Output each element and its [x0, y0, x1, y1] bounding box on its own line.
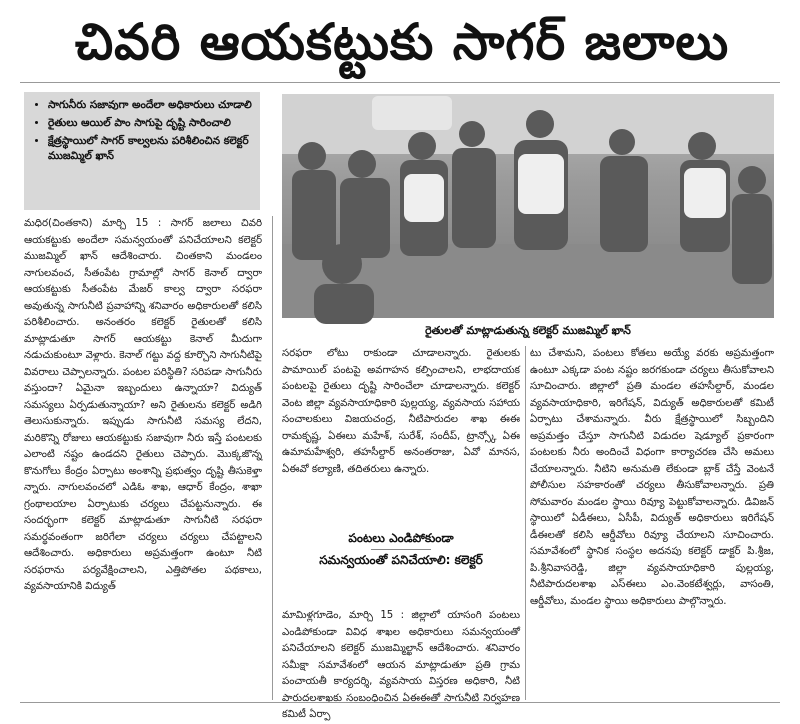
article1-column1: మధిర(చింతకాని) మార్చి 15 : సాగర్ జలాలు చివరి ఆయకట్టుకు అందేలా సమన్వయంతో పనిచేయాలని కలెక్టర్ ముజమ్మిల్ ఖాన్ ఆదేశించారు. చింతకాని మండలం నాగులవంచ, సీతంపేట గ్రామాల్లో సాగర్ కెనాల్ ద్వారా ఆయకట్టుకు సీతంపేట మేజర్ కాల్వ ద్వారా సరఫరా అవుతున్న సాగునీటి ప్రవాహాన్ని శనివారం అధికారులతో కలిసి పరిశీలించారు. అనంతరం కలెక్టర్ రైతులతో కలిసి మాట్లాడుతూ సాగర్ ఆయకట్టు కెనాల్ మీదుగా నడుచుకుంటూ వెళ్లారు. కెనాల్ గట్టు వద్ద కూర్చొని సాగునీటిపై వివరాలు చెప్పాలన్నారు. పంటల పరిస్థితి? సరిపడా సాగునీరు వస్తుందా? ఏమైనా ఇబ్బందులు ఉన్నాయా? విద్యుత్ సమస్యలు ఏర్పడుతున్నాయా? అని రైతులను కలెక్టర్ అడిగి తెలుసుకున్నారు. ఇప్పుడు సాగునీటి సమస్య లేదని, మరికొన్ని రోజులు ఆయకట్టుకు సజావుగా నీరు ఇస్తే పంటలకు ఎలాంటి నష్టం ఉండదని రైతులు చెప్పారు. మొక్కజొన్న కొనుగోలు కేంద్రం ఏర్పాటు అంశాన్ని ప్రభుత్వం దృష్టి తీసుకెళ్తా న్నారు. నాగులవంచలో ఎడిఓ శాఖ, ఆధార్ కేంద్రం, శాఖా గ్రంథాలయాల ఏర్పాటుకు చర్యలు చేపట్టనున్నారు. ఈ సందర్భంగా కలెక్టర్ మాట్లాడుతూ సాగునీటి సరఫరా సమర్థవంతంగా జరిగేలా చర్యలు చర్యలు చేపట్టాలని ఆదేశించారు. అధికారులు అప్రమత్తంగా ఉంటూ నీటి సరఫరాను పర్యవేక్షించాలని, ఎత్తిపోతల పథకాలు, వ్యవసాయానికి విద్యుత్	[24, 218, 262, 592]
column-divider	[272, 216, 273, 700]
article2-column1: మామిళ్లగూడెం, మార్చి 15 : జిల్లాలో యాసంగి పంటలు ఎండిపోకుండా వివిధ శాఖల అధికారులు సమన్వయంతో పనిచేయాలని కలెక్టర్ ముజమ్మిల్ఖాన్ ఆదేశించారు. శనివారం సమీక్షా సమావేశంలో ఆయన మాట్లాడుతూ ప్రతి గ్రామ పంచాయతీ కార్యదర్శి, వ్యవసాయ విస్తరణ అధికారి, నీటి పారుదలశాఖకు సంబంధించిన ఏఈఈతో సాగునీటి నిర్వహణ కమిటీ ఏర్పా	[282, 610, 520, 720]
footer-rule	[20, 702, 780, 703]
headline-rule	[20, 82, 780, 83]
subheadline-line1: పంటలు ఎండిపోకుండా	[348, 531, 454, 545]
subheadline-divider	[371, 549, 431, 550]
headline: చివరి ఆయకట్టుకు సాగర్ జలాలు	[74, 13, 730, 71]
news-photo	[282, 94, 774, 318]
article1-column2: సరఫరా లోటు రాకుండా చూడాలన్నారు. రైతులకు పామాయిల్ పంటపై అవగాహన కల్పించాలని, లాభదాయక పంటలపై రైతులు దృష్టి సారించేలా చూడాలన్నారు. కలెక్టర్ వెంట జిల్లా వ్యవసాయాధికారి పుల్లయ్య, వ్యవసాయ సహాయ సంచాలకులు విజయచంద్ర, నీటిపారుదల శాఖ ఈఈ రామకృష్ణ, ఏఈలు మహేశ్, సురేశ్, సందీప్, ట్రాన్స్కో ఏఈ ఉమామహేశ్వరి, తహసీల్దార్ అనంతరాజు, ఏవో మానస, ఏఈవో కల్యాణి, తదితరులు ఉన్నారు.	[282, 348, 520, 475]
subheadline	[282, 530, 520, 604]
highlight-item: • రైతులు ఆయిల్ పాం సాగుపై దృష్టి సారించాలి	[48, 116, 252, 131]
highlights-box	[24, 92, 260, 210]
photo-caption: రైతులతో మాట్లాడుతున్న కలెక్టర్ ముజమ్మిల్ ఖాన్	[425, 324, 631, 337]
subheadline-line2: సమన్వయంతో పనిచేయాలి: కలెక్టర్	[319, 553, 483, 567]
highlight-item: • క్షేత్రస్థాయిలో సాగర్ కాల్వలను పరిశీలించిన కలెక్టర్ ముజమ్మిల్ ఖాన్	[48, 134, 252, 164]
photo-illustration	[282, 94, 774, 318]
highlights-list	[32, 98, 252, 164]
highlight-item: • సాగునీరు సజావుగా అందేలా అధికారులు చూడాలి	[48, 98, 252, 113]
column-divider	[525, 346, 526, 700]
article2-column2: టు చేశామని, పంటలు కోతలు అయ్యే వరకు అప్రమత్తంగా ఉంటూ ఎక్కడా పంట నష్టం జరగకుండా చర్యలు తీసుకోవాలని సూచించారు. జిల్లాలో ప్రతి మండల తహసీల్దార్, మండల వ్యవసాయాధికారి, ఇరిగేషన్, విద్యుత్ అధికారులతో కమిటీ ఏర్పాటు చేశామన్నారు. వీరు క్షేత్రస్థాయిలో సిబ్బందిని అప్రమత్తం చేస్తూ సాగునీటి విడుదల షెడ్యూల్ ప్రకారంగా పంటలకు నీరు అందించే విధంగా కార్యాచరణ చేసి అమలు చేయాలన్నారు. నీటిని అనుమతి లేకుండా బ్లాక్ చేస్తే వెంటనే పోలీసుల సహకారంతో చర్యలు తీసుకోవాలన్నారు. ప్రతి సోమవారం మండల స్థాయి రివ్యూ పెట్టుకోవాలన్నారు. డివిజన్ స్థాయిలో ఏడీఈలు, ఏసీపీ, విద్యుత్ అధికారులు ఇరిగేషన్ డీఈలతో కలిసి ఆర్డీవోలు రివ్యూ చేయాలని సూచించారు. సమావేశంలో స్థానిక సంస్థల అదనపు కలెక్టర్ డాక్టర్ పి.శ్రీజ, పి.శ్రీనివాసరెడ్డి, జిల్లా వ్యవసాయాధికారి పుల్లయ్య, నీటిపారుదలశాఖ ఎస్ఈలు ఎం.వెంకటేశ్వర్లు, వాసంతి, ఆర్డీవోలు, మండల స్థాయి అధికారులు పాల్గొన్నారు.	[530, 348, 774, 607]
